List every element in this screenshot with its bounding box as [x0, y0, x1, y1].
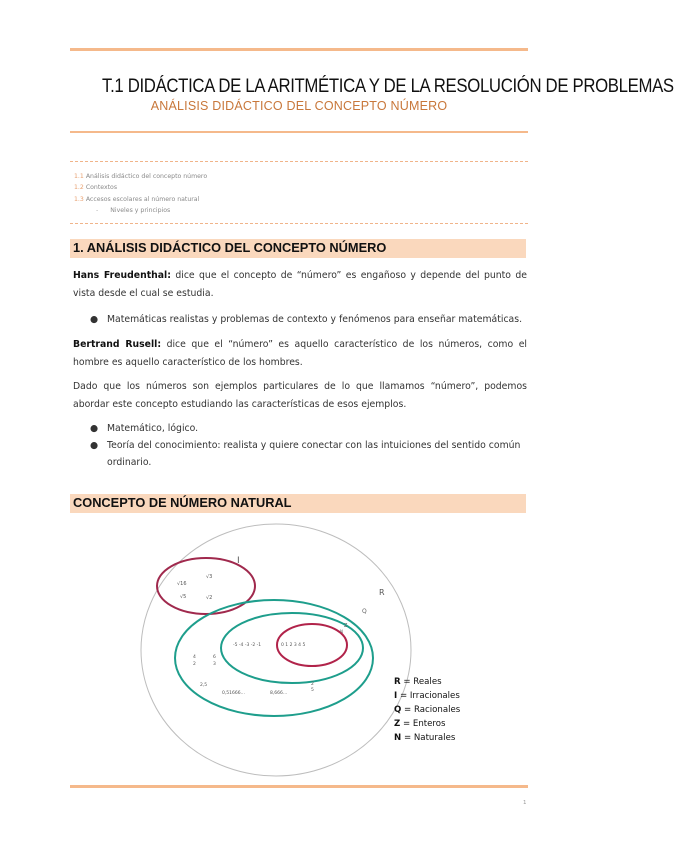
page-subtitle: ANÁLISIS DIDÁCTICO DEL CONCEPTO NÚMERO: [150, 99, 448, 113]
irrationals-set-outline: [157, 558, 255, 614]
set-label-z: Z: [344, 623, 348, 629]
diagram-legend: [394, 675, 460, 745]
page-title: T.1 DIDÁCTICA DE LA ARITMÉTICA Y DE LA RESOLUCIÓN DE PROBLEMAS: [102, 75, 674, 97]
set-label-n: N: [340, 629, 343, 634]
legend-item: Q = Racionales: [394, 705, 461, 715]
bullet-icon: ●: [90, 423, 99, 434]
toc-subitem[interactable]: - Niveles y principios: [96, 206, 171, 214]
header-bottom-rule: [70, 131, 528, 133]
decimal-example: 8,666...: [270, 691, 288, 696]
paragraph-russell: Bertrand Rusell: dice que el “número” es aquello característico de los números, como el hombre es aquello característico de los hombres.: [73, 339, 527, 368]
fraction-example: 5: [311, 688, 314, 693]
irrational-example: √2: [206, 595, 213, 601]
legend-item: N = Naturales: [394, 733, 456, 743]
bullet-item: ● Teoría del conocimiento: realista y quiere conectar con las intuiciones del sentido común ordinario.: [90, 437, 526, 471]
footer-rule: [70, 785, 528, 788]
legend-item: Z = Enteros: [394, 719, 446, 729]
fraction-example: 4: [193, 655, 196, 660]
set-label-i: I: [237, 556, 240, 566]
paragraph-examples: Dado que los números son ejemplos particulares de lo que llamamos “número”, podemos abordar este concepto estudiando las características de esos ejemplos.: [73, 381, 527, 410]
bullet-icon: ●: [90, 314, 99, 325]
legend-item: I = Irracionales: [394, 691, 460, 701]
integers-set-outline: [221, 613, 363, 683]
set-label-q: Q: [362, 608, 367, 615]
naturals-examples: 0 1 2 3 4 5: [281, 643, 306, 648]
fraction-example: 2: [193, 662, 196, 667]
irrational-example: √5: [180, 594, 187, 600]
paragraph-freudenthal: Hans Freudenthal: dice que el concepto de “número” es engañoso y depende del punto de vista desde el cual se estudia.: [73, 270, 527, 299]
section-heading: 1. ANÁLISIS DIDÁCTICO DEL CONCEPTO NÚMERO: [73, 240, 387, 255]
toc-bottom-divider: [70, 223, 528, 224]
toc-top-divider: [70, 161, 528, 162]
bullet-item: ● Matemáticas realistas y problemas de contexto y fenómenos para enseñar matemáticas.: [90, 311, 526, 328]
rationals-set-outline: [175, 600, 373, 716]
bullet-item: ● Matemático, lógico.: [90, 420, 526, 437]
fraction-example: 6: [213, 655, 216, 660]
toc-item[interactable]: 1.2 Contextos: [74, 184, 118, 192]
section-heading: CONCEPTO DE NÚMERO NATURAL: [73, 495, 292, 510]
integers-negative: -5 -4 -3 -2 -1: [233, 643, 262, 648]
fraction-example: 2: [311, 682, 314, 687]
legend-item: R = Reales: [394, 677, 442, 687]
page-number: 1: [523, 800, 527, 806]
toc-item[interactable]: 1.1 Análisis didáctico del concepto número: [74, 173, 208, 180]
irrational-example: √3: [206, 574, 213, 580]
decimal-example: 0,51666...: [222, 691, 245, 696]
author-name: Hans Freudenthal:: [73, 270, 171, 281]
naturals-set-outline: [277, 624, 347, 666]
bullet-icon: ●: [90, 440, 99, 451]
fraction-example: 3: [213, 662, 216, 667]
author-name: Bertrand Rusell:: [73, 339, 162, 350]
irrational-example: √16: [177, 581, 187, 587]
set-label-r: R: [379, 588, 385, 597]
top-rule: [70, 48, 528, 51]
table-of-contents: [74, 171, 207, 216]
decimal-example: 2,5: [200, 683, 208, 688]
toc-item[interactable]: 1.3 Accesos escolares al número natural: [74, 195, 200, 203]
reals-set-outline: [141, 524, 411, 776]
